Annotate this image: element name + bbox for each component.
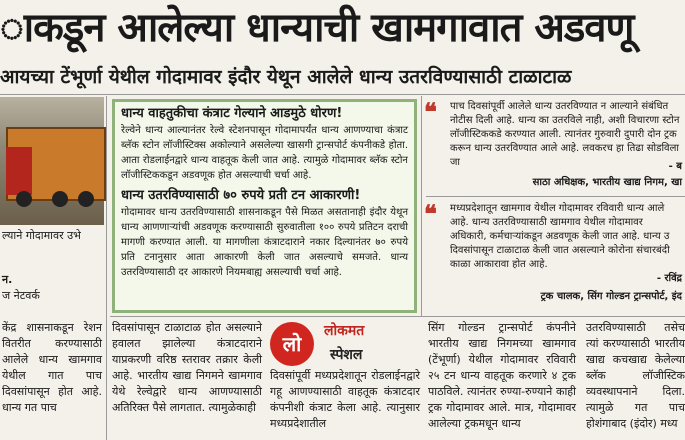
quote-2-attribution-role: ट्रक चालक, सिंग गोल्डन ट्रान्सपोर्ट, इंद xyxy=(540,291,682,302)
photo-caption: ल्याने गोदामावर उभे xyxy=(2,229,81,242)
truck-wheel xyxy=(78,191,94,207)
truck-cab xyxy=(6,147,32,195)
lokmat-brand-label: लोकमत xyxy=(324,323,365,339)
quote-1-attribution-role: साठा अधिक्षक, भारतीय खाद्य निगम, खा xyxy=(532,177,682,188)
quote-1-attribution-name: - ब xyxy=(668,161,682,172)
column-rule xyxy=(106,96,107,440)
section-divider xyxy=(110,316,685,317)
news-photo xyxy=(0,97,104,225)
quote-mark-icon: ❝ xyxy=(424,97,437,126)
quote-2-attribution-name: - रविंद्र xyxy=(656,273,682,284)
middle-column-text: दिवसांपासून टाळाटाळ होत असल्याने हवालत झालेल्या कंत्राटदाराने याप्रकरणी वरिष्ठ स्तरावर तक्रार केली आहे. भारतीय खाद्य निगमने खामगाव येथे रेल्वेद्वारे धान्य आणण्यासाठी अतिरिक्त पैसे लागतात. त्यामुळेकाही xyxy=(112,321,262,414)
quote-2-text: मध्यप्रदेशातून खामगाव येथील गोदामावर रविवारी धान्य आले आहे. धान्य उतरविण्यासाठी खामगाव येथील गोदामावर अधिकारी, कर्मचाऱ्यांकडून अडवणूक केली जात आहे. धान्य उ दिवसांपासून टाळाटाळ केली जात असल्याने कोरोना संचारबंदी काळा आकारावा होत आहे. xyxy=(450,203,670,270)
headline: ाकडून आलेल्या धान्याची खामगावात अडवणू xyxy=(0,5,634,51)
subheadline: आयच्या टेंभूर्णा येथील गोदामावर इंदौर येथून आलेले धान्य उतरविण्यासाठी टाळाटाळ xyxy=(0,66,572,88)
box-body-2: गोदामावर धान्य उतरविण्यासाठी शासनाकडून पैसे मिळत असतानाही इंदौर येथून धान्य आणणाऱ्यांची अडवणूक करण्यासाठी सुरुवातीला १०० रुपये प्रतिटन दराची मागणी करण्यात आली. या मागणीला कंत्राटदाराने नकार दिल्यानंतर ७० रुपये प्रति टनानुसार आता आकारणी केली जात असल्याचे समजते. धान्य उतरविण्यासाठी दर आकारणे नियमबाह्य असल्याची चर्चा आहे. xyxy=(121,207,408,278)
quote-divider xyxy=(426,196,685,197)
photo-byline-prefix: न. xyxy=(2,273,13,286)
lokmat-logo: लो xyxy=(270,322,314,366)
right-column-1-text: सिंग गोल्डन ट्रान्सपोर्ट कंपनीने भारतीय खाद्य निगमच्या खामगाव (टेंभूर्णा) येथील गोदामावर रविवारी २५ टन धान्य वाहतूक करणारे ४ ट्रक पाठविले. त्यानंतर रुण्या-रुण्याने काही ट्रक गोदामावर आले. मात्र, गोदामावर आलेल्या ट्रकमधून धान्य xyxy=(428,321,576,430)
truck-wheel xyxy=(16,191,32,207)
box-heading-2: धान्य उतरविण्यासाठी ७० रुपये प्रती टन आकारणी! xyxy=(121,188,361,203)
quote-1-text: पाच दिवसांपूर्वी आलेले धान्य उतरविण्यात न आल्याने संबंधित नोटीस दिली आहे. धान्य का उतरविले नाही, अशी विचारणा स्टोन लॉजीस्टिककडे करण्यात आली. त्यानंतर गुरुवारी दुपारी दोन ट्रक करून धान्य उतरविण्यात आले आहे. लवकरच हा तिढा सोडविला जा xyxy=(450,101,680,168)
truck-wheel xyxy=(52,191,68,207)
truck-illustration xyxy=(6,127,106,201)
box-heading-1: धान्य वाहतुकीचा कंत्राट गेल्याने आडमुठे धोरण! xyxy=(121,106,343,121)
photo-byline: ज नेटवर्क xyxy=(2,289,40,302)
quote-mark-icon: ❝ xyxy=(424,199,437,228)
right-column-2-text: उतरविण्यासाठी तसेच त्यां करण्यासाठी भारतीय खाद्य कचखाद्य केलेल्या ब्लॅक लॉजीस्टिक व्यवस्थापनाने दिला. त्यामुळे गत पाच होशंगाबाद (इंदोर) मध्य xyxy=(586,321,685,430)
special-label: स्पेशल xyxy=(330,347,363,363)
column-rule xyxy=(421,96,422,316)
box-body-1: रेल्वेने धान्य आल्यानंतर रेल्वे स्टेशनपासून गोदामापर्यंत धान्य आणण्याचा कंत्राट ब्लॅक स्टोन लॉजीस्टिक्स अकोल्याने असलेल्या खासगी ट्रान्सपोर्ट कंपनीकडे होता. आता रोडलाईनद्वारे धान्य वाहतूक केली जात आहे. त्यामुळे गोदामावर ब्लॅक स्टोन लॉजीस्टिककडून अडवणूक होत असल्याची चर्चा आहे. xyxy=(121,125,408,181)
highlight-box xyxy=(112,99,417,313)
center-column-text: दिवसांपूर्वी मध्यप्रदेशातून रोडलाईनद्वारे गहू आणण्यासाठी वाहतूक कंत्राटदार कंपनीशी कंत्राट केला आहे. त्यानुसार मध्यप्रदेशातील xyxy=(270,369,420,430)
header-divider xyxy=(0,94,685,95)
left-column-text: केंद्र शासनाकडून रेशन वितरीत करण्यासाठी आलेले धान्य खामगाव येथील गात पाच दिवसांपासून होत आहे. धान्य गत पाच xyxy=(2,321,102,414)
